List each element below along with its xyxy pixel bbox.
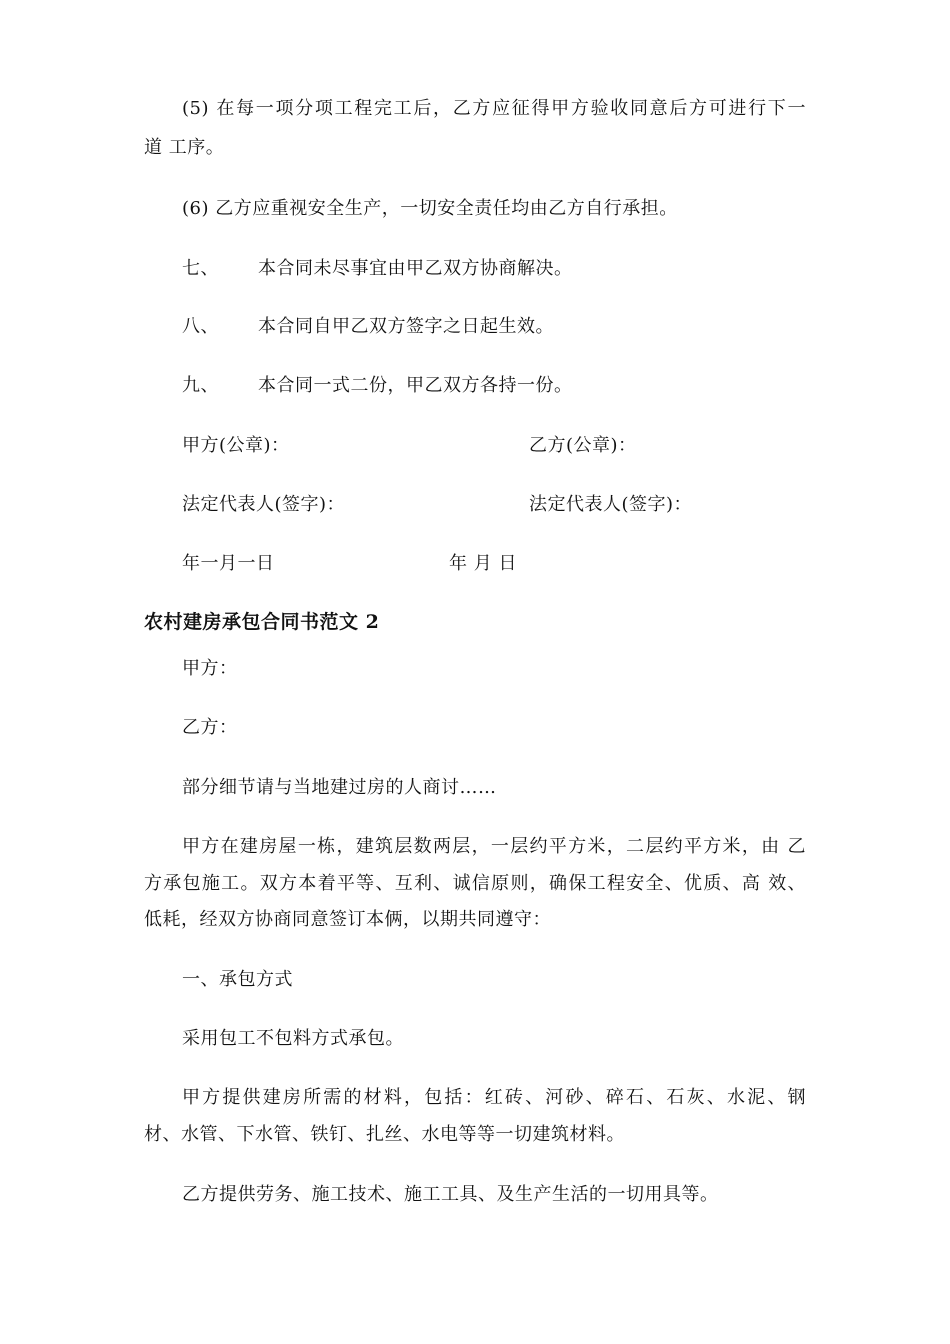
intro-line-2: 方承包施工。双方本着平等、互利、诚信原则，确保工程安全、优质、高 效、 [144, 873, 806, 894]
clause-9 [182, 373, 573, 399]
section-2-party-b: 乙方： [182, 717, 238, 738]
labor-text: 乙方提供劳务、施工技术、施工工具、及生产生活的一切用具等。 [182, 1184, 719, 1205]
heading-contract-mode: 一、承包方式 [182, 969, 293, 990]
materials-line-1: 甲方提供建房所需的材料，包括：红砖、河砂、碎石、石灰、水泥、钢 [182, 1087, 806, 1108]
party-a-seal: 甲方(公章)： [182, 435, 290, 456]
clause-8 [182, 314, 554, 340]
clause-7 [182, 256, 573, 282]
item-5-line-1: (5) 在每一项分项工程完工后，乙方应征得甲方验收同意后方可进行下一 [182, 98, 806, 119]
date-b: 年 月 日 [449, 553, 517, 574]
date-a: 年一月一日 [182, 553, 275, 574]
rep-b-signature: 法定代表人(签字)： [529, 494, 693, 515]
item-6: (6) 乙方应重视安全生产，一切安全责任均由乙方自行承担。 [182, 198, 678, 219]
clause-7-text: 本合同未尽事宜由甲乙双方协商解决。 [258, 258, 573, 279]
party-b-seal: 乙方(公章)： [529, 435, 637, 456]
intro-line-3: 低耗，经双方协商同意签订本俩，以期共同遵守： [144, 909, 551, 930]
clause-7-number: 七、 [182, 258, 219, 279]
clause-9-number: 九、 [182, 375, 219, 396]
intro-line-1: 甲方在建房屋一栋，建筑层数两层，一层约平方米，二层约平方米，由 乙 [182, 836, 806, 857]
rep-a-signature: 法定代表人(签字)： [182, 494, 346, 515]
materials-line-2: 材、水管、下水管、铁钉、扎丝、水电等等一切建筑材料。 [144, 1124, 625, 1145]
clause-9-text: 本合同一式二份，甲乙双方各持一份。 [258, 375, 573, 396]
item-5-line-2: 道 工序。 [144, 137, 225, 158]
section-2-title: 农村建房承包合同书范文 2 [144, 611, 380, 633]
contract-mode-text: 采用包工不包料方式承包。 [182, 1028, 404, 1049]
clause-8-text: 本合同自甲乙双方签字之日起生效。 [258, 316, 554, 337]
note: 部分细节请与当地建过房的人商讨…… [182, 777, 497, 798]
section-2-party-a: 甲方： [182, 658, 238, 679]
clause-8-number: 八、 [182, 316, 219, 337]
